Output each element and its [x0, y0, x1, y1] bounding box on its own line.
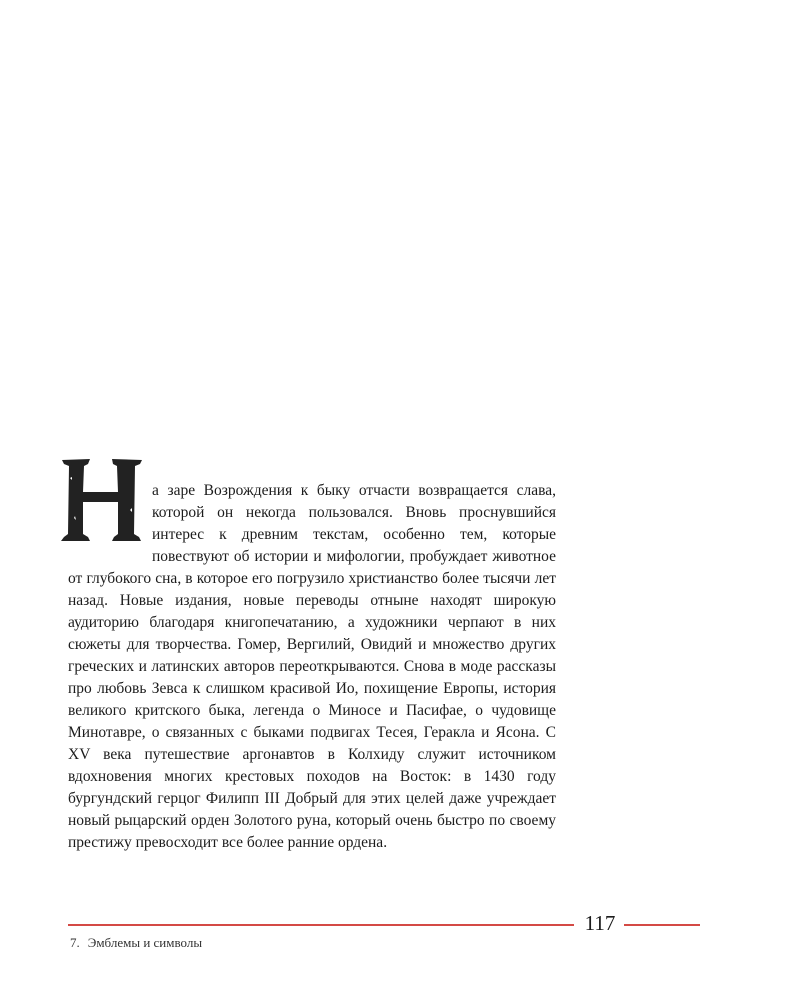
- footer-rule-right: [624, 924, 700, 926]
- chapter-number: 7.: [70, 935, 80, 950]
- page-number: 117: [584, 911, 616, 935]
- chapter-title: Эмблемы и символы: [87, 935, 203, 950]
- drop-cap-glyph: [60, 458, 146, 542]
- footer-rule-left: [68, 924, 574, 926]
- drop-cap-letter: [60, 458, 146, 542]
- article-body: [60, 458, 556, 854]
- chapter-label: [70, 934, 202, 952]
- article-paragraph: а заре Возрождения к быку отчасти возвращается слава, которой он некогда пользовался. Вновь проснувшийся интерес к древним текстам, особенно тем, которые повествуют об истории и мифологии, пробуждает животное от глубокого сна, в которое его погрузило христианство более тысячи лет назад. Новые издания, новые переводы отныне находят широкую аудиторию благодаря книгопечатанию, а художники черпают в них сюжеты для творчества. Гомер, Вергилий, Овидий и множество других греческих и латинских авторов переоткрываются. Снова в моде рассказы про любовь Зевса к слишком красивой Ио, похищение Европы, история великого критского быка, легенда о Миносе и Пасифае, о чудовище Минотавре, о связанных с быками подвигах Тесея, Геракла и Ясона. С XV века путешествие аргонавтов в Колхиду служит источником вдохновения многих крестовых походов на Восток: в 1430 году бургундский герцог Филипп III Добрый для этих целей даже учреждает новый рыцарский орден Золотого руна, который очень быстро по своему престижу превосходит все более ранние ордена.: [68, 482, 556, 851]
- drop-cap-text: Н: [60, 458, 61, 459]
